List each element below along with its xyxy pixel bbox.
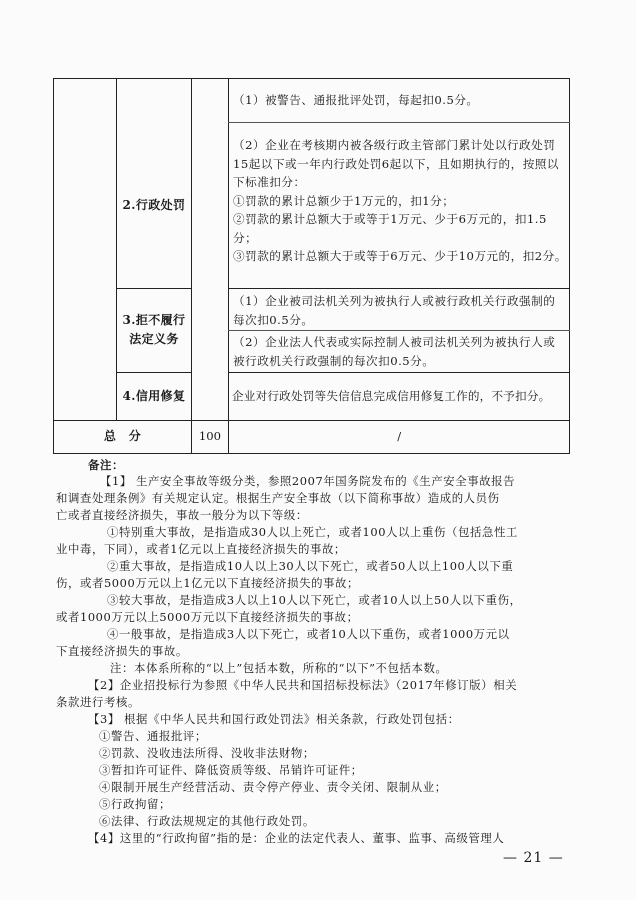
criterion-subitem: ③罚款的累计总额大于或等于6万元、少于10万元的，扣2分。 xyxy=(233,249,567,263)
table-col-divider xyxy=(228,78,229,454)
note-line: ⑤行政拘留； xyxy=(99,797,171,811)
notes-heading: 备注： xyxy=(88,458,124,472)
note-line: ④限制开展生产经营活动、责令停产停业、责令关闭、限制从业； xyxy=(99,780,447,794)
criterion-item: （2）企业法人代表或实际控制人被司法机关列为被执行人或被行政机关行政强制的每次扣0.5分。 xyxy=(233,335,556,368)
note-line: 【3】 根据《中华人民共和国行政处罚法》相关条款，行政处罚包括： xyxy=(88,712,460,726)
table-row-divider xyxy=(228,288,570,289)
category-line: 法定义务 xyxy=(129,332,179,346)
criterion-item-group xyxy=(233,136,567,266)
category-line: 3.拒不履行 xyxy=(122,313,186,327)
note-line: ③暂扣许可证件、降低资质等级、吊销许可证件； xyxy=(99,763,363,777)
category-credit-repair: 4.信用修复 xyxy=(122,388,186,403)
note-line: 亡或者直接经济损失，事故一般分为以下等级： xyxy=(56,508,308,522)
note-line: 【1】 生产安全事故等级分类，参照2007年国务院发布的《生产安全事故报告 xyxy=(100,474,516,488)
total-score: 100 xyxy=(198,429,222,444)
table-border-top xyxy=(53,78,570,79)
category-administrative-penalty: 2.行政处罚 xyxy=(122,197,186,212)
note-line: 下直接经济损失的事故。 xyxy=(56,644,188,658)
table-border-right xyxy=(569,78,570,454)
note-line: ①特别重大事故，是指造成30人以上死亡，或者100人以上重伤（包括急性工 xyxy=(107,525,518,539)
note-line: ⑥法律、行政法规规定的其他行政处罚。 xyxy=(99,814,315,828)
criterion-item: （1）被警告、通报批评处罚，每起扣0.5分。 xyxy=(233,93,479,107)
table-row-divider xyxy=(228,122,570,123)
note-line: ④一般事故，是指造成3人以下死亡，或者10人以下重伤，或者1000万元以 xyxy=(107,627,510,641)
note-line: ②罚款、没收违法所得、没收非法财物； xyxy=(99,746,315,760)
note-line: 和调查处理条例》有关规定认定。根据生产安全事故（以下简称事故）造成的人员伤 xyxy=(56,491,500,505)
total-content: / xyxy=(397,429,402,444)
note-line: 【4】这里的“行政拘留”指的是：企业的法定代表人、董事、监事、高级管理人 xyxy=(88,831,505,845)
criterion-item: 企业对行政处罚等失信信息完成信用修复工作的，不予扣分。 xyxy=(232,389,551,403)
note-line: 或者1000万元以上5000万元以下直接经济损失的事故； xyxy=(56,610,359,624)
criterion-item: （1）企业被司法机关列为被执行人或被行政机关行政强制的每次扣0.5分。 xyxy=(233,294,556,327)
note-line: ①警告、通报批评； xyxy=(99,729,207,743)
total-label: 总 分 xyxy=(103,429,142,443)
note-line: ②重大事故，是指造成10人以上30人以下死亡，或者50人以上100人以下重 xyxy=(107,559,514,573)
category-refuse-legal-obligation xyxy=(117,288,191,372)
note-line: 业中毒，下同），或者1亿元以上直接经济损失的事故； xyxy=(56,542,346,556)
criterion-item: （2）企业在考核期内被各级行政主管部门累计处以行政处罚15起以下或一年内行政处罚6起以下，且如期执行的，按照以下标准扣分： xyxy=(233,138,559,189)
note-line: ③较大事故，是指造成3人以上10人以下死亡，或者10人以上50人以下重伤， xyxy=(107,593,522,607)
note-line: 伤，或者5000万元以上1亿元以下直接经济损失的事故； xyxy=(56,576,360,590)
criterion-subitem: ②罚款的累计总额大于或等于1万元、少于6万元的，扣1.5分； xyxy=(233,212,547,245)
table-border-bottom xyxy=(53,453,570,454)
note-line: 条款进行考核。 xyxy=(56,695,140,709)
table-border-left xyxy=(53,78,54,454)
note-line: 【2】企业招投标行为参照《中华人民共和国招标投标法》（2017年修订版）相关 xyxy=(88,678,518,692)
note-line: 注：本体系所称的“以上”包括本数，所称的“以下”不包括本数。 xyxy=(110,661,448,675)
table-row-divider xyxy=(228,372,570,373)
table-col-divider xyxy=(191,78,192,454)
page-number: — 21 — xyxy=(503,850,564,866)
criterion-subitem: ①罚款的累计总额少于1万元的，扣1分； xyxy=(233,193,455,208)
table-row-divider xyxy=(228,330,570,331)
